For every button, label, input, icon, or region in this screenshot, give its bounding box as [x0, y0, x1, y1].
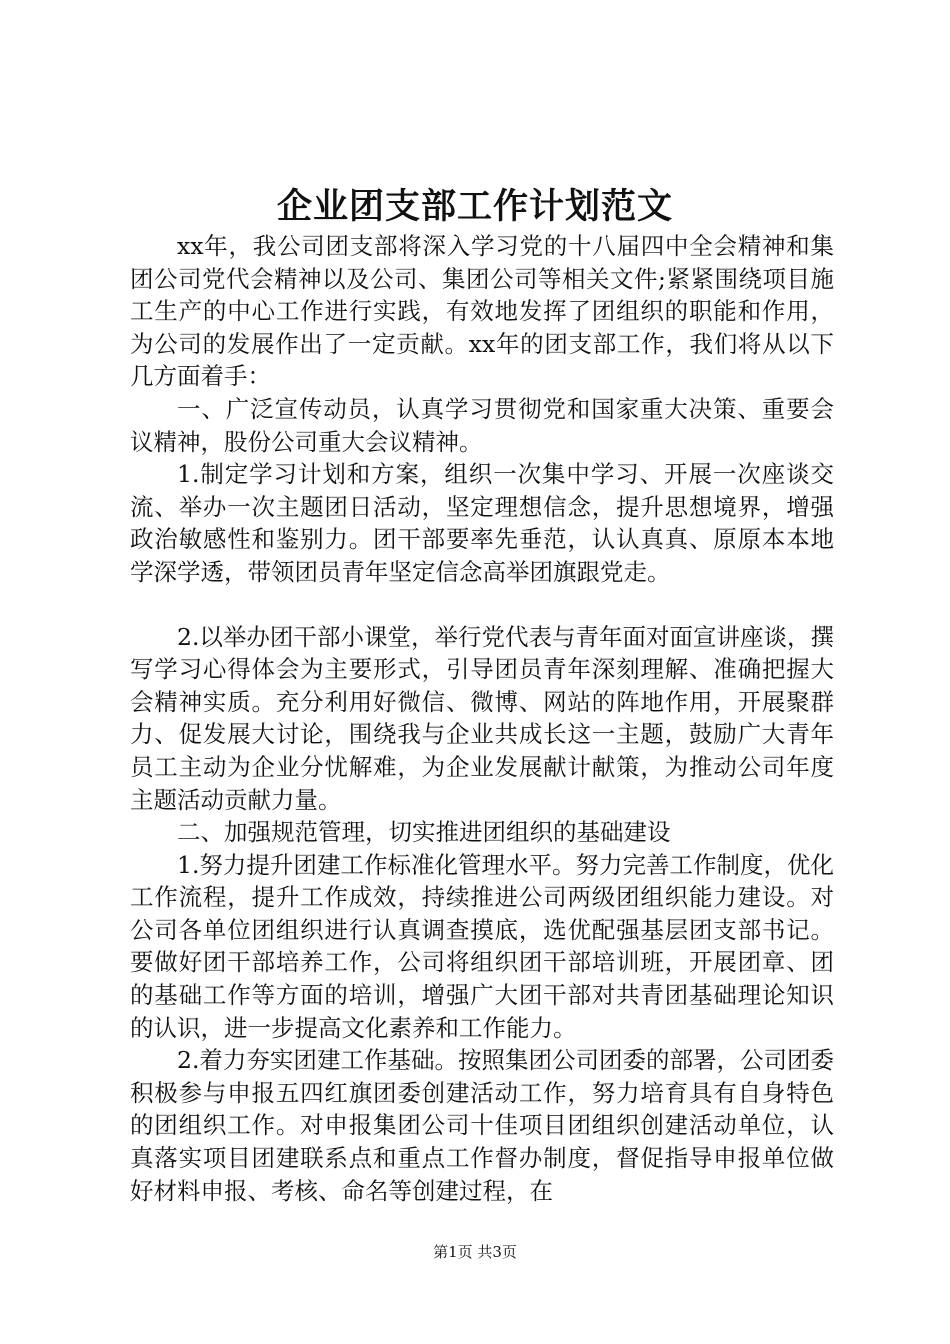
paragraph-section-2-item-1: 1.努力提升团建工作标准化管理水平。努力完善工作制度，优化工作流程，提升工作成效，持续推进公司两级团组织能力建设。对公司各单位团组织进行认真调查摸底，选优配强基层团支部书记。要做好团干部培养工作，公司将组织团干部培训班，开展团章、团的基础工作等方面的培训，增强广大团干部对共青团基础理论知识的认识，进一步提高文化素养和工作能力。: [130, 850, 834, 1042]
paragraph-section-1-item-1: 1.制定学习计划和方案，组织一次集中学习、开展一次座谈交流、举办一次主题团日活动，坚定理想信念，提升思想境界，增强政治敏感性和鉴别力。团干部要率先垂范，认认真真、原原本本地学深学透，带领团员青年坚定信念高举团旗跟党走。: [130, 460, 834, 586]
paragraph-section-1-item-2: 2.以举办团干部小课堂，举行党代表与青年面对面宣讲座谈，撰写学习心得体会为主要形式，引导团员青年深刻理解、准确把握大会精神实质。充分利用好微信、微博、网站的阵地作用，开展聚群力、促发展大讨论，围绕我与企业共成长这一主题，鼓励广大青年员工主动为企业分忧解难，为企业发展献计献策，为推动公司年度主题活动贡献力量。: [130, 622, 834, 814]
paragraph-intro: xx年，我公司团支部将深入学习党的十八届四中全会精神和集团公司党代会精神以及公司、集团公司等相关文件;紧紧围绕项目施工生产的中心工作进行实践，有效地发挥了团组织的职能和作用，为公司的发展作出了一定贡献。xx年的团支部工作，我们将从以下几方面着手：: [130, 232, 834, 391]
page-number-footer: 第1页 共3页: [433, 1243, 517, 1261]
paragraph-section-2-item-2: 2.着力夯实团建工作基础。按照集团公司团委的部署，公司团委积极参与申报五四红旗团委创建活动工作，努力培育具有自身特色的团组织工作。对申报集团公司十佳项目团组织创建活动单位，认真落实项目团建联系点和重点工作督办制度，督促指导申报单位做好材料申报、考核、命名等创建过程，在: [130, 1046, 834, 1205]
paragraph-section-1-heading: 一、广泛宣传动员，认真学习贯彻党和国家重大决策、重要会议精神，股份公司重大会议精神。: [130, 394, 834, 456]
document-title: 企业团支部工作计划范文: [276, 186, 673, 227]
paragraph-section-2-heading: 二、加强规范管理，切实推进团组织的基础建设: [177, 818, 671, 847]
document-body: [130, 230, 834, 1207]
